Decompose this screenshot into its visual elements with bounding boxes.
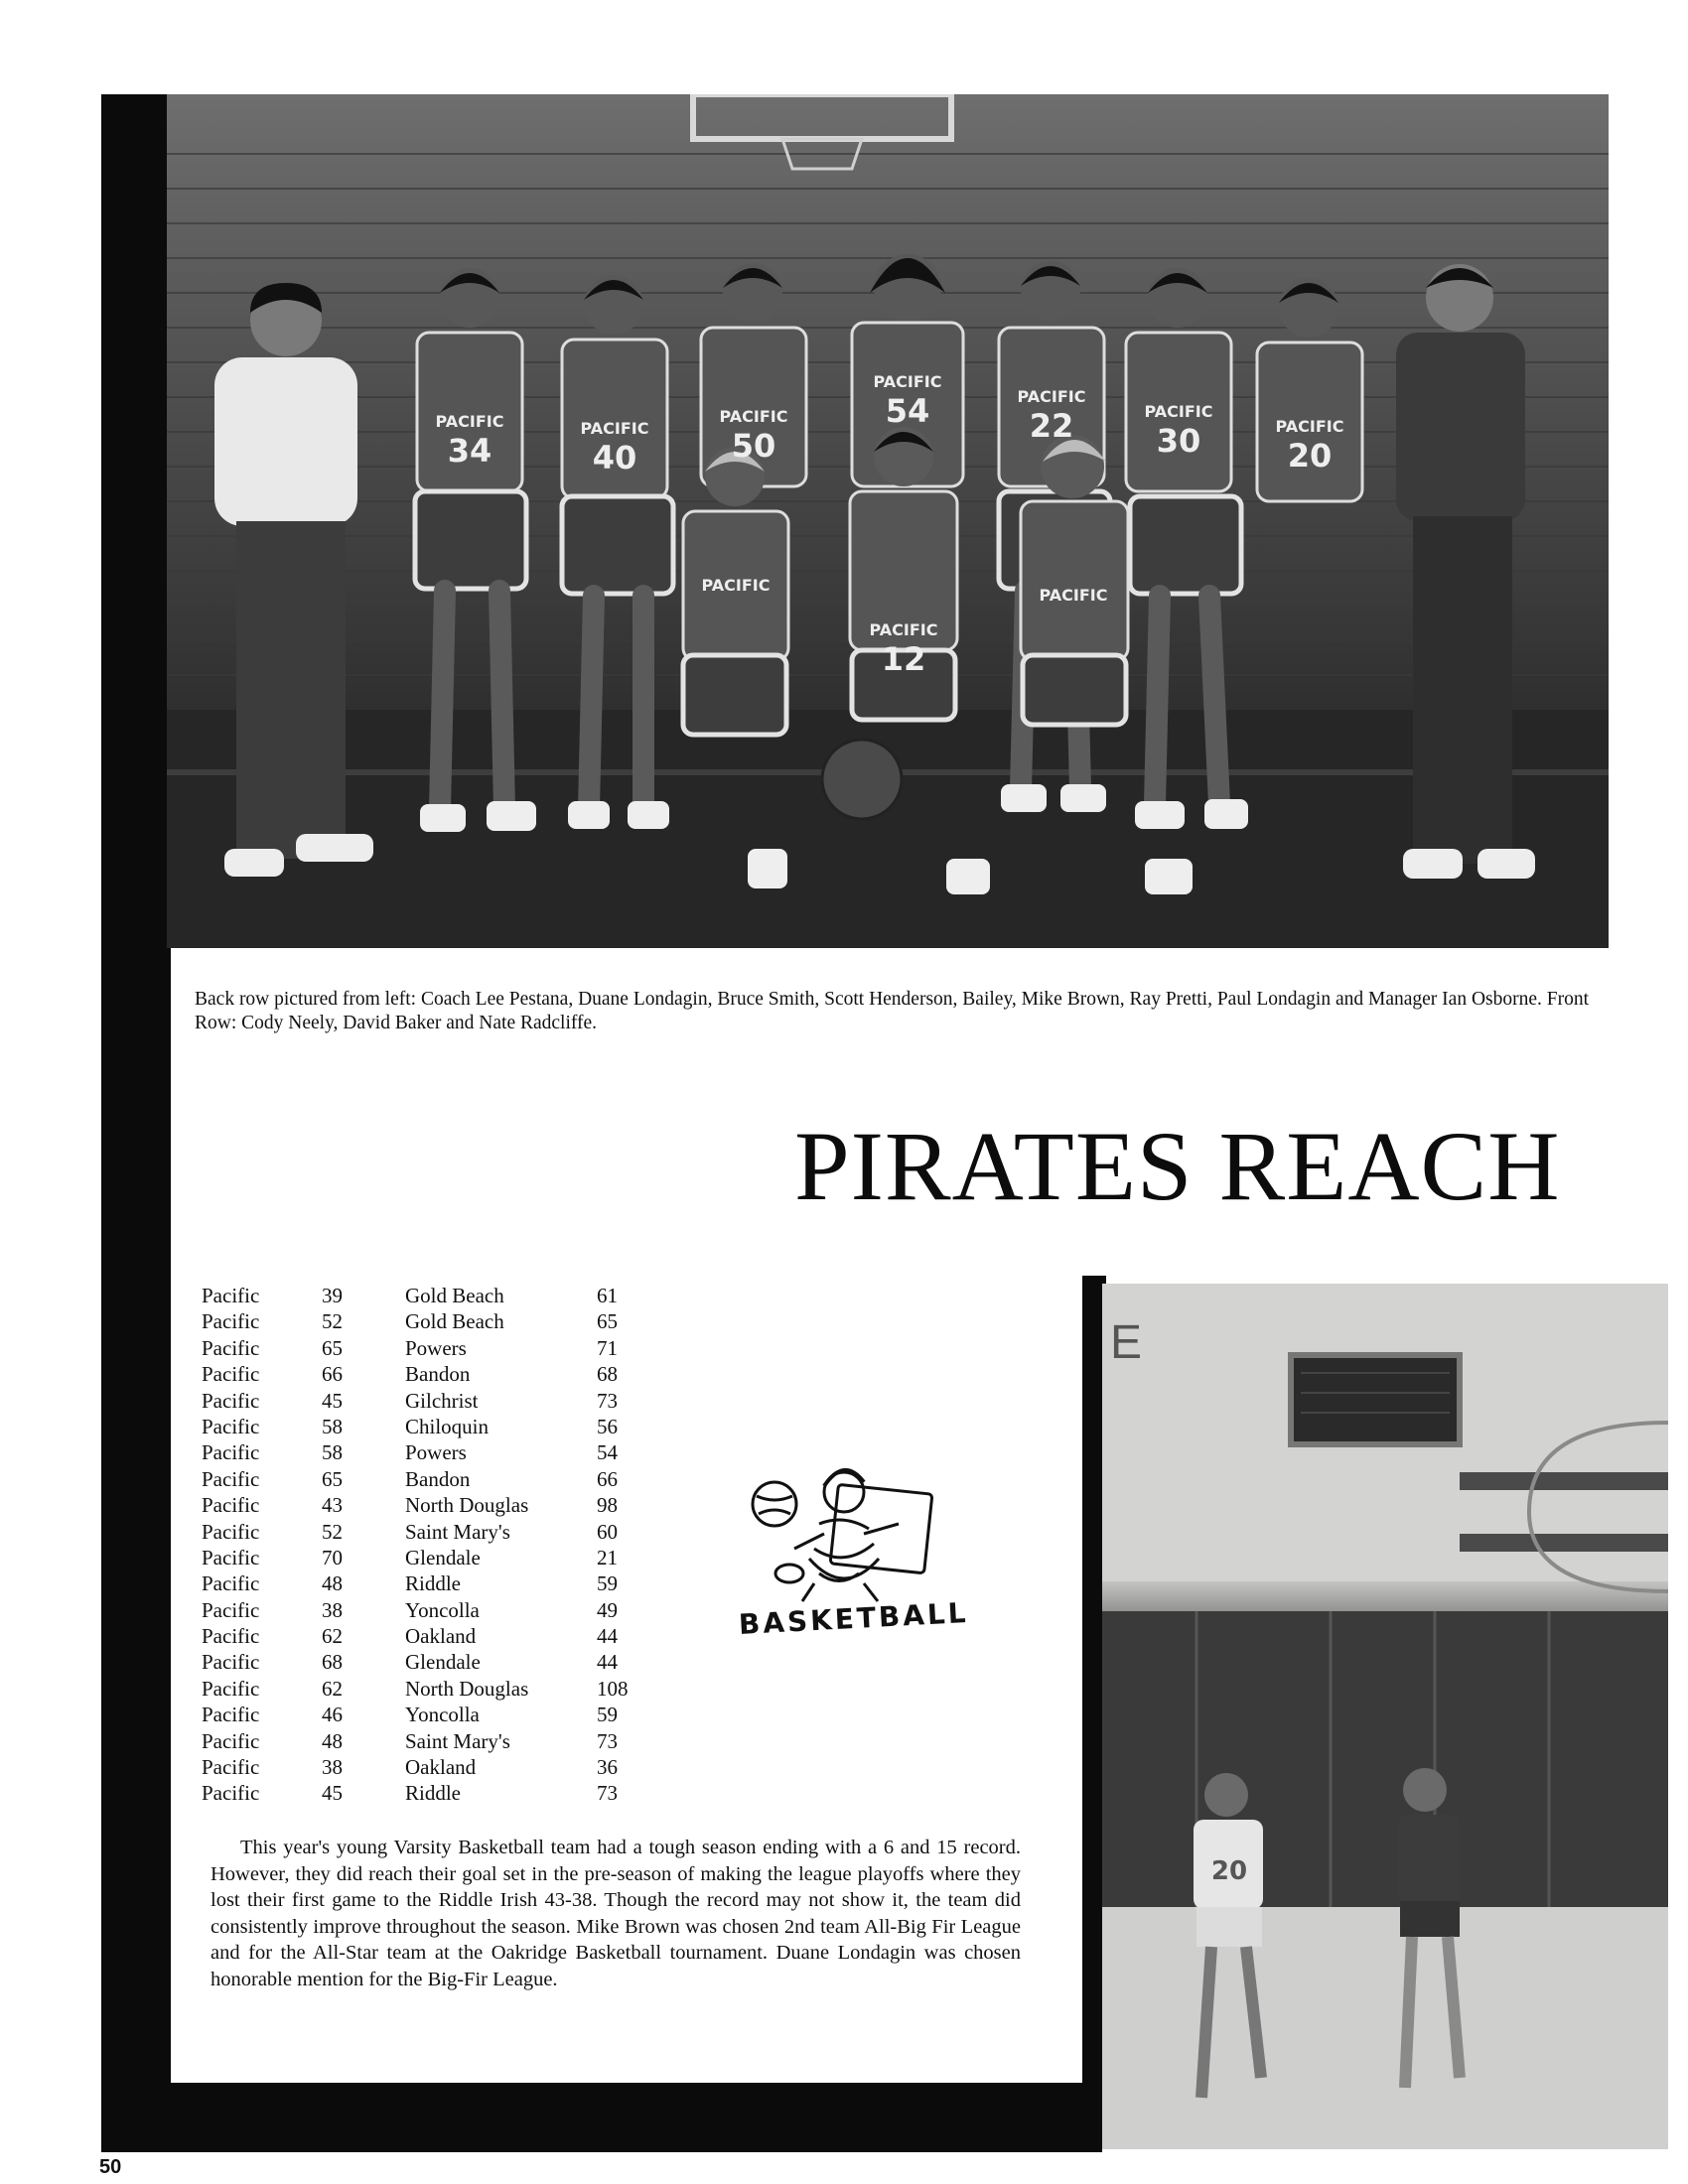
team-score: 45	[322, 1388, 343, 1413]
jersey-team-name: PACIFIC	[873, 372, 942, 391]
team-name: Pacific	[202, 1388, 260, 1413]
opponent-score: 61	[597, 1284, 618, 1307]
team-name: Pacific	[202, 1571, 260, 1596]
opponent-name: Bandon	[405, 1466, 471, 1491]
score-table	[202, 1283, 638, 1807]
pirate-cartoon-icon	[753, 1470, 932, 1601]
opponent-name: Glendale	[405, 1650, 481, 1675]
table-row	[202, 1361, 638, 1387]
team-score: 68	[322, 1650, 343, 1675]
team-score: 43	[322, 1493, 343, 1518]
jersey-number: 54	[885, 392, 930, 430]
team-score: 58	[322, 1414, 343, 1438]
opponent-score: 56	[597, 1414, 618, 1438]
table-row	[202, 1492, 638, 1518]
team-score: 66	[322, 1362, 343, 1387]
jersey-number: 22	[1029, 407, 1074, 445]
article-body: This year's young Varsity Basketball team had a tough season ending with a 6 and 15 record. However, they did reach their goal set in the pre-season of making the league playoffs where they lost their first game to the Riddle Irish 43-38. Though the record may not show it, the team did consistently improve throughout the season. Mike Brown was chosen 2nd team All-Big Fir League and for the All-Star team at the Oakridge Basketball tournament. Duane Londagin was chosen honorable mention for the Big-Fir League.	[211, 1837, 1021, 1990]
opponent-name: Saint Mary's	[405, 1519, 510, 1544]
opponent-name: Gold Beach	[405, 1309, 504, 1334]
jersey-number: 12	[881, 640, 926, 678]
team-name: Pacific	[202, 1309, 260, 1334]
team-name: Pacific	[202, 1440, 260, 1465]
team-score: 62	[322, 1624, 343, 1649]
team-score: 52	[322, 1519, 343, 1544]
opponent-score: 49	[597, 1597, 618, 1622]
table-row	[202, 1335, 638, 1361]
table-row	[202, 1623, 638, 1649]
team-name: Pacific	[202, 1466, 260, 1491]
team-name: Pacific	[202, 1335, 260, 1360]
opponent-name: Oakland	[405, 1755, 477, 1780]
jersey-team-name: PACIFIC	[1017, 387, 1086, 406]
opponent-name: Yoncolla	[405, 1597, 480, 1622]
opponent-score: 21	[597, 1545, 618, 1570]
opponent-score: 73	[597, 1728, 618, 1753]
opponent-score: 54	[597, 1440, 618, 1465]
table-row	[202, 1308, 638, 1334]
jersey-team-name: PACIFIC	[580, 419, 649, 438]
team-score: 58	[322, 1440, 343, 1465]
opponent-score: 66	[597, 1466, 618, 1491]
team-score: 38	[322, 1597, 343, 1622]
jersey-number: 20	[1287, 437, 1333, 475]
opponent-name: Riddle	[405, 1571, 461, 1596]
jersey-number: 40	[592, 439, 637, 477]
jersey-team-name: PACIFIC	[1275, 417, 1344, 436]
table-row	[202, 1545, 638, 1570]
team-score: 52	[322, 1309, 343, 1334]
opponent-score: 59	[597, 1571, 618, 1596]
opponent-score: 60	[597, 1519, 618, 1544]
team-name: Pacific	[202, 1545, 260, 1570]
table-row	[202, 1439, 638, 1465]
team-score: 70	[322, 1545, 343, 1570]
opponent-name: Bandon	[405, 1362, 471, 1387]
team-score: 48	[322, 1571, 343, 1596]
team-score: 46	[322, 1703, 343, 1727]
opponent-name: Glendale	[405, 1545, 481, 1570]
table-row	[202, 1414, 638, 1439]
opponent-name: Oakland	[405, 1624, 477, 1649]
team-name: Pacific	[202, 1284, 260, 1307]
team-name: Pacific	[202, 1650, 260, 1675]
team-name: Pacific	[202, 1597, 260, 1622]
team-score: 38	[322, 1755, 343, 1780]
opponent-score: 71	[597, 1335, 618, 1360]
jersey-team-name: PACIFIC	[701, 576, 771, 595]
team-name: Pacific	[202, 1414, 260, 1438]
table-row	[202, 1702, 638, 1727]
team-score: 62	[322, 1676, 343, 1701]
jersey-team-name: PACIFIC	[869, 620, 938, 639]
team-score: 39	[322, 1284, 343, 1307]
opponent-name: Riddle	[405, 1781, 461, 1806]
opponent-name: Powers	[405, 1335, 467, 1360]
table-row	[202, 1780, 638, 1806]
opponent-score: 36	[597, 1755, 618, 1780]
photo-caption: Back row pictured from left: Coach Lee Pestana, Duane Londagin, Bruce Smith, Scott Henderson, Bailey, Mike Brown, Ray Pretti, Paul Londagin and Manager Ian Osborne. Front Row: Cody Neely, David Baker and Nate Radcliffe.	[195, 989, 1590, 1033]
page-number: 50	[99, 2156, 122, 2178]
team-name: Pacific	[202, 1624, 260, 1649]
opponent-score: 108	[597, 1676, 629, 1701]
opponent-score: 68	[597, 1362, 618, 1387]
table-row	[202, 1676, 638, 1702]
opponent-name: Gold Beach	[405, 1284, 504, 1307]
black-frame-bottom	[101, 2083, 1102, 2152]
opponent-score: 44	[597, 1624, 618, 1649]
opponent-score: 65	[597, 1309, 618, 1334]
team-name: Pacific	[202, 1362, 260, 1387]
team-score: 65	[322, 1335, 343, 1360]
table-row	[202, 1519, 638, 1545]
table-row	[202, 1570, 638, 1596]
jersey-team-name: PACIFIC	[1144, 402, 1213, 421]
wall-letter: E	[1110, 1316, 1143, 1369]
table-row	[202, 1754, 638, 1780]
opponent-name: Saint Mary's	[405, 1728, 510, 1753]
action-photo	[1102, 1284, 1668, 2149]
team-score: 45	[322, 1781, 343, 1806]
team-name: Pacific	[202, 1519, 260, 1544]
opponent-name: Powers	[405, 1440, 467, 1465]
table-row	[202, 1649, 638, 1675]
team-name: Pacific	[202, 1781, 260, 1806]
team-score: 48	[322, 1728, 343, 1753]
team-name: Pacific	[202, 1493, 260, 1518]
team-score: 65	[322, 1466, 343, 1491]
opponent-name: North Douglas	[405, 1493, 529, 1518]
jersey-number: 20	[1210, 1856, 1248, 1886]
jersey-number: 50	[731, 427, 776, 465]
jersey-number: 34	[447, 432, 492, 470]
opponent-name: Yoncolla	[405, 1703, 480, 1727]
team-name: Pacific	[202, 1728, 260, 1753]
table-row	[202, 1283, 638, 1308]
black-frame-left	[101, 94, 171, 2149]
opponent-name: North Douglas	[405, 1676, 529, 1701]
table-row	[202, 1597, 638, 1623]
team-name: Pacific	[202, 1755, 260, 1780]
table-row	[202, 1466, 638, 1492]
opponent-name: Chiloquin	[405, 1414, 490, 1438]
jersey-team-name: PACIFIC	[1039, 586, 1108, 605]
team-name: Pacific	[202, 1676, 260, 1701]
table-row	[202, 1388, 638, 1414]
team-photo	[167, 94, 1609, 948]
basketball-logo	[725, 1464, 983, 1638]
table-row	[202, 1728, 638, 1754]
opponent-score: 98	[597, 1493, 618, 1518]
jersey-number: 30	[1156, 422, 1201, 460]
team-name: Pacific	[202, 1703, 260, 1727]
jersey-team-name: PACIFIC	[719, 407, 788, 426]
opponent-score: 73	[597, 1781, 618, 1806]
page-headline: PIRATES REACH	[794, 1111, 1561, 1221]
opponent-score: 73	[597, 1388, 618, 1413]
jersey-team-name: PACIFIC	[435, 412, 504, 431]
opponent-name: Gilchrist	[405, 1388, 479, 1413]
opponent-score: 59	[597, 1703, 618, 1727]
logo-text: BASKETBALL	[738, 1595, 970, 1638]
opponent-score: 44	[597, 1650, 618, 1675]
